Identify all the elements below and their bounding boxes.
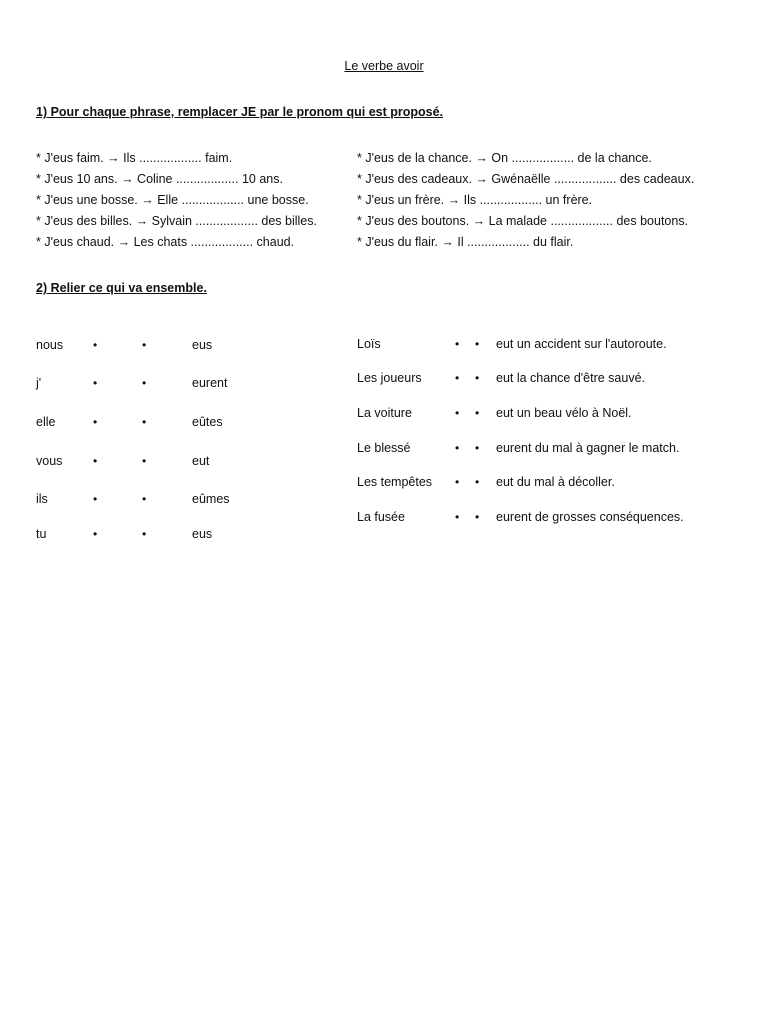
verb-item: eûmes	[192, 492, 230, 506]
subject-item: La fusée	[357, 510, 405, 524]
match-dot[interactable]: •	[93, 338, 98, 352]
exercise1-sentence: * J'eus un frère. → Ils .................. un frère.	[357, 193, 593, 207]
exercise1-sentence: * J'eus une bosse. → Elle .................. une bosse.	[36, 193, 309, 207]
match-dot[interactable]: •	[93, 527, 98, 541]
match-dot[interactable]: •	[455, 371, 460, 385]
page-title: Le verbe avoir	[344, 59, 424, 73]
exercise1-heading: 1) Pour chaque phrase, remplacer JE par le pronom qui est proposé.	[36, 105, 444, 119]
subject-item: Le blessé	[357, 441, 411, 455]
ending-item: eut un beau vélo à Noël.	[496, 406, 632, 420]
ending-item: eut du mal à décoller.	[496, 475, 615, 489]
pronoun-item: ils	[36, 492, 48, 506]
exercise1-sentence: * J'eus des billes. → Sylvain .................. des billes.	[36, 214, 317, 228]
exercise1-sentence: * J'eus des cadeaux. → Gwénaëlle .................. des cadeaux.	[357, 172, 695, 186]
match-dot[interactable]: •	[475, 371, 480, 385]
match-dot[interactable]: •	[475, 510, 480, 524]
match-dot[interactable]: •	[142, 454, 147, 468]
subject-item: Les tempêtes	[357, 475, 433, 489]
exercise1-sentence: * J'eus faim. → Ils .................. faim.	[36, 151, 233, 165]
match-dot[interactable]: •	[455, 441, 460, 455]
exercise1-sentence: * J'eus 10 ans. → Coline .................. 10 ans.	[36, 172, 283, 186]
match-dot[interactable]: •	[93, 415, 98, 429]
match-dot[interactable]: •	[475, 441, 480, 455]
match-dot[interactable]: •	[455, 510, 460, 524]
verb-item: eurent	[192, 376, 228, 390]
match-dot[interactable]: •	[142, 338, 147, 352]
pronoun-item: tu	[36, 527, 47, 541]
match-dot[interactable]: •	[142, 415, 147, 429]
match-dot[interactable]: •	[475, 406, 480, 420]
exercise1-sentence: * J'eus de la chance. → On .................. de la chance.	[357, 151, 652, 165]
subject-item: La voiture	[357, 406, 412, 420]
ending-item: eurent du mal à gagner le match.	[496, 441, 680, 455]
verb-item: eus	[192, 338, 213, 352]
verb-item: eus	[192, 527, 213, 541]
match-dot[interactable]: •	[475, 475, 480, 489]
pronoun-item: j'	[36, 376, 42, 390]
exercise1-sentence: * J'eus chaud. → Les chats .................. chaud.	[36, 235, 295, 249]
match-dot[interactable]: •	[142, 527, 147, 541]
exercise1-sentence: * J'eus des boutons. → La malade .................. des boutons.	[357, 214, 689, 228]
subject-item: Loïs	[357, 337, 381, 351]
match-dot[interactable]: •	[455, 475, 460, 489]
ending-item: eurent de grosses conséquences.	[496, 510, 684, 524]
match-dot[interactable]: •	[455, 337, 460, 351]
match-dot[interactable]: •	[475, 337, 480, 351]
verb-item: eûtes	[192, 415, 223, 429]
pronoun-item: vous	[36, 454, 63, 468]
subject-item: Les joueurs	[357, 371, 422, 385]
match-dot[interactable]: •	[142, 492, 147, 506]
pronoun-item: nous	[36, 338, 64, 352]
match-dot[interactable]: •	[93, 454, 98, 468]
ending-item: eut la chance d'être sauvé.	[496, 371, 646, 385]
pronoun-item: elle	[36, 415, 56, 429]
exercise1-sentence: * J'eus du flair. → Il .................. du flair.	[357, 235, 574, 249]
match-dot[interactable]: •	[455, 406, 460, 420]
match-dot[interactable]: •	[93, 376, 98, 390]
ending-item: eut un accident sur l'autoroute.	[496, 337, 667, 351]
exercise2-heading: 2) Relier ce qui va ensemble.	[36, 281, 207, 295]
match-dot[interactable]: •	[93, 492, 98, 506]
match-dot[interactable]: •	[142, 376, 147, 390]
verb-item: eut	[192, 454, 210, 468]
